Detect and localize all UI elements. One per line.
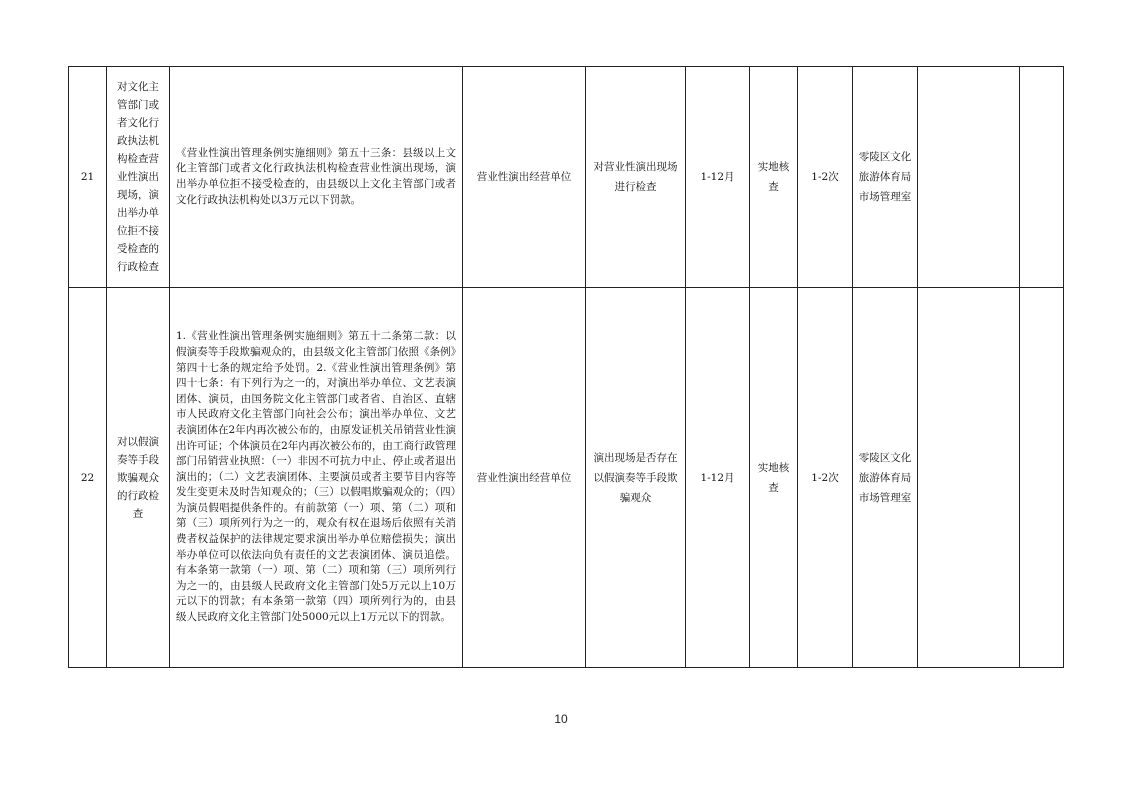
inspection-item: 对文化主管部门或者文化行政执法机构检查营业性演出现场，演出举办单位拒不接受检查的行政检查	[107, 67, 170, 288]
table-row-21	[69, 67, 1064, 288]
inspection-method: 实地核查	[750, 288, 798, 668]
extra-cell-1	[918, 288, 1020, 668]
legal-basis: 1.《营业性演出管理条例实施细则》第五十二条第二款：以假演奏等手段欺骗观众的，由县级文化主管部门依照《条例》第四十七条的规定给予处罚。2.《营业性演出管理条例》第四十七条：有下列行为之一的，对演出举办单位、文艺表演团体、演员，由国务院文化主管部门或者省、自治区、直辖市人民政府文化主管部门向社会公布；演出举办单位、文艺表演团体在2年内再次被公布的，由原发证机关吊销营业性演出许可证；个体演员在2年内再次被公布的，由工商行政管理部门吊销营业执照：（一）非因不可抗力中止、停止或者退出演出的；（二）文艺表演团体、主要演员或者主要节目内容等发生变更未及时告知观众的；（三）以假唱欺骗观众的；（四）为演员假唱提供条件的。有前款第（一）项、第（二）项和第（三）项所列行为之一的，观众有权在退场后依照有关消费者权益保护的法律规定要求演出举办单位赔偿损失；演出举办单位可以依法向负有责任的文艺表演团体、演员追偿。有本条第一款第（一）项、第（二）项和第（三）项所列行为之一的，由县级人民政府文化主管部门处5万元以上10万元以下的罚款；有本条第一款第（四）项所列行为的，由县级人民政府文化主管部门处5000元以上1万元以下的罚款。	[170, 288, 463, 668]
inspection-content: 演出现场是否存在以假演奏等手段欺骗观众	[586, 288, 686, 668]
responsible-department: 零陵区文化旅游体育局市场管理室	[853, 67, 918, 288]
page-number: 10	[554, 712, 568, 726]
extra-cell-2	[1020, 288, 1064, 668]
row-number: 22	[69, 288, 107, 668]
inspection-frequency: 1-2次	[798, 67, 853, 288]
extra-cell-2	[1020, 67, 1064, 288]
inspection-frequency: 1-2次	[798, 288, 853, 668]
inspection-method: 实地核查	[750, 67, 798, 288]
inspection-table	[68, 66, 1064, 668]
inspection-item: 对以假演奏等手段欺骗观众的行政检查	[107, 288, 170, 668]
table-row-22	[69, 288, 1064, 668]
inspection-time: 1-12月	[686, 288, 750, 668]
inspection-object: 营业性演出经营单位	[463, 67, 586, 288]
responsible-department: 零陵区文化旅游体育局市场管理室	[853, 288, 918, 668]
legal-basis: 《营业性演出管理条例实施细则》第五十三条：县级以上文化主管部门或者文化行政执法机构检查营业性演出现场，演出举办单位拒不接受检查的，由县级以上文化主管部门或者文化行政执法机构处以3万元以下罚款。	[170, 67, 463, 288]
inspection-time: 1-12月	[686, 67, 750, 288]
inspection-object: 营业性演出经营单位	[463, 288, 586, 668]
inspection-content: 对营业性演出现场进行检查	[586, 67, 686, 288]
extra-cell-1	[918, 67, 1020, 288]
row-number: 21	[69, 67, 107, 288]
